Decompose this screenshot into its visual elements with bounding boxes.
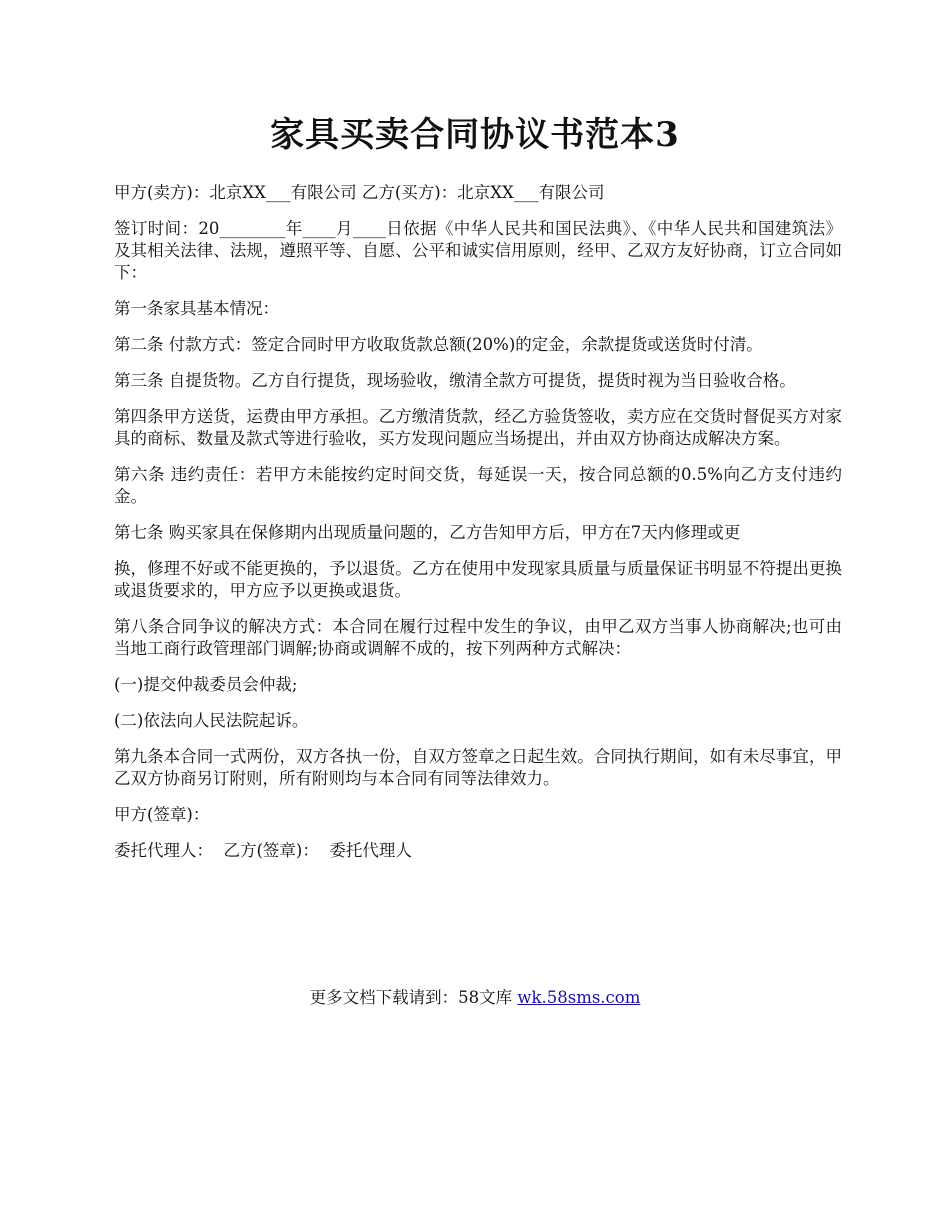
- signing-date-paragraph: 签订时间：20________年____月____日依据《中华人民共和国民法典》、《中华人民共和国建筑法》及其相关法律、法规，遵照平等、自愿、公平和诚实信用原则，经甲、乙双方友好协商，订立合同如下：: [114, 219, 842, 282]
- agent-signature-line: 委托代理人： 乙方(签章)： 委托代理人: [114, 841, 412, 860]
- dispute-option-2: (二)依法向人民法院起诉。: [114, 711, 309, 730]
- article-8-paragraph: 第八条合同争议的解决方式：本合同在履行过程中发生的争议，由甲乙双方当事人协商解决;也可由当地工商行政管理部门调解;协商或调解不成的，按下列两种方式解决：: [114, 617, 842, 658]
- party-a-signature-line: 甲方(签章)：: [114, 805, 210, 824]
- article-6-paragraph: 第六条 违约责任：若甲方未能按约定时间交货，每延误一天，按合同总额的0.5%向乙方支付违约金。: [114, 465, 842, 506]
- dispute-option-1: (一)提交仲裁委员会仲裁;: [114, 675, 298, 694]
- article-2-paragraph: 第二条 付款方式：签定合同时甲方收取货款总额(20%)的定金，余款提货或送货时付清。: [114, 335, 763, 354]
- parties-paragraph: 甲方(卖方)：北京XX___有限公司 乙方(买方)：北京XX___有限公司: [114, 183, 605, 202]
- document-body: [114, 182, 842, 876]
- article-7-continued-paragraph: 换，修理不好或不能更换的，予以退货。乙方在使用中发现家具质量与质量保证书明显不符提出更换或退货要求的，甲方应予以更换或退货。: [114, 559, 842, 600]
- document-title: 家具买卖合同协议书范本3: [270, 115, 680, 155]
- article-4-paragraph: 第四条甲方送货，运费由甲方承担。乙方缴清货款，经乙方验货签收，卖方应在交货时督促买方对家具的商标、数量及款式等进行验收，买方发现问题应当场提出，并由双方协商达成解决方案。: [114, 407, 842, 448]
- article-1-paragraph: 第一条家具基本情况：: [114, 299, 279, 318]
- footer-link[interactable]: wk.58sms.com: [517, 988, 641, 1007]
- article-7-paragraph: 第七条 购买家具在保修期内出现质量问题的，乙方告知甲方后，甲方在7天内修理或更: [114, 523, 741, 542]
- article-3-paragraph: 第三条 自提货物。乙方自行提货，现场验收，缴清全款方可提货，提货时视为当日验收合格。: [114, 371, 796, 390]
- download-footer: [0, 987, 950, 1009]
- footer-text: 更多文档下载请到：58文库: [309, 988, 518, 1007]
- article-9-paragraph: 第九条本合同一式两份，双方各执一份，自双方签章之日起生效。合同执行期间，如有未尽事宜，甲乙双方协商另订附则，所有附则均与本合同有同等法律效力。: [114, 747, 842, 788]
